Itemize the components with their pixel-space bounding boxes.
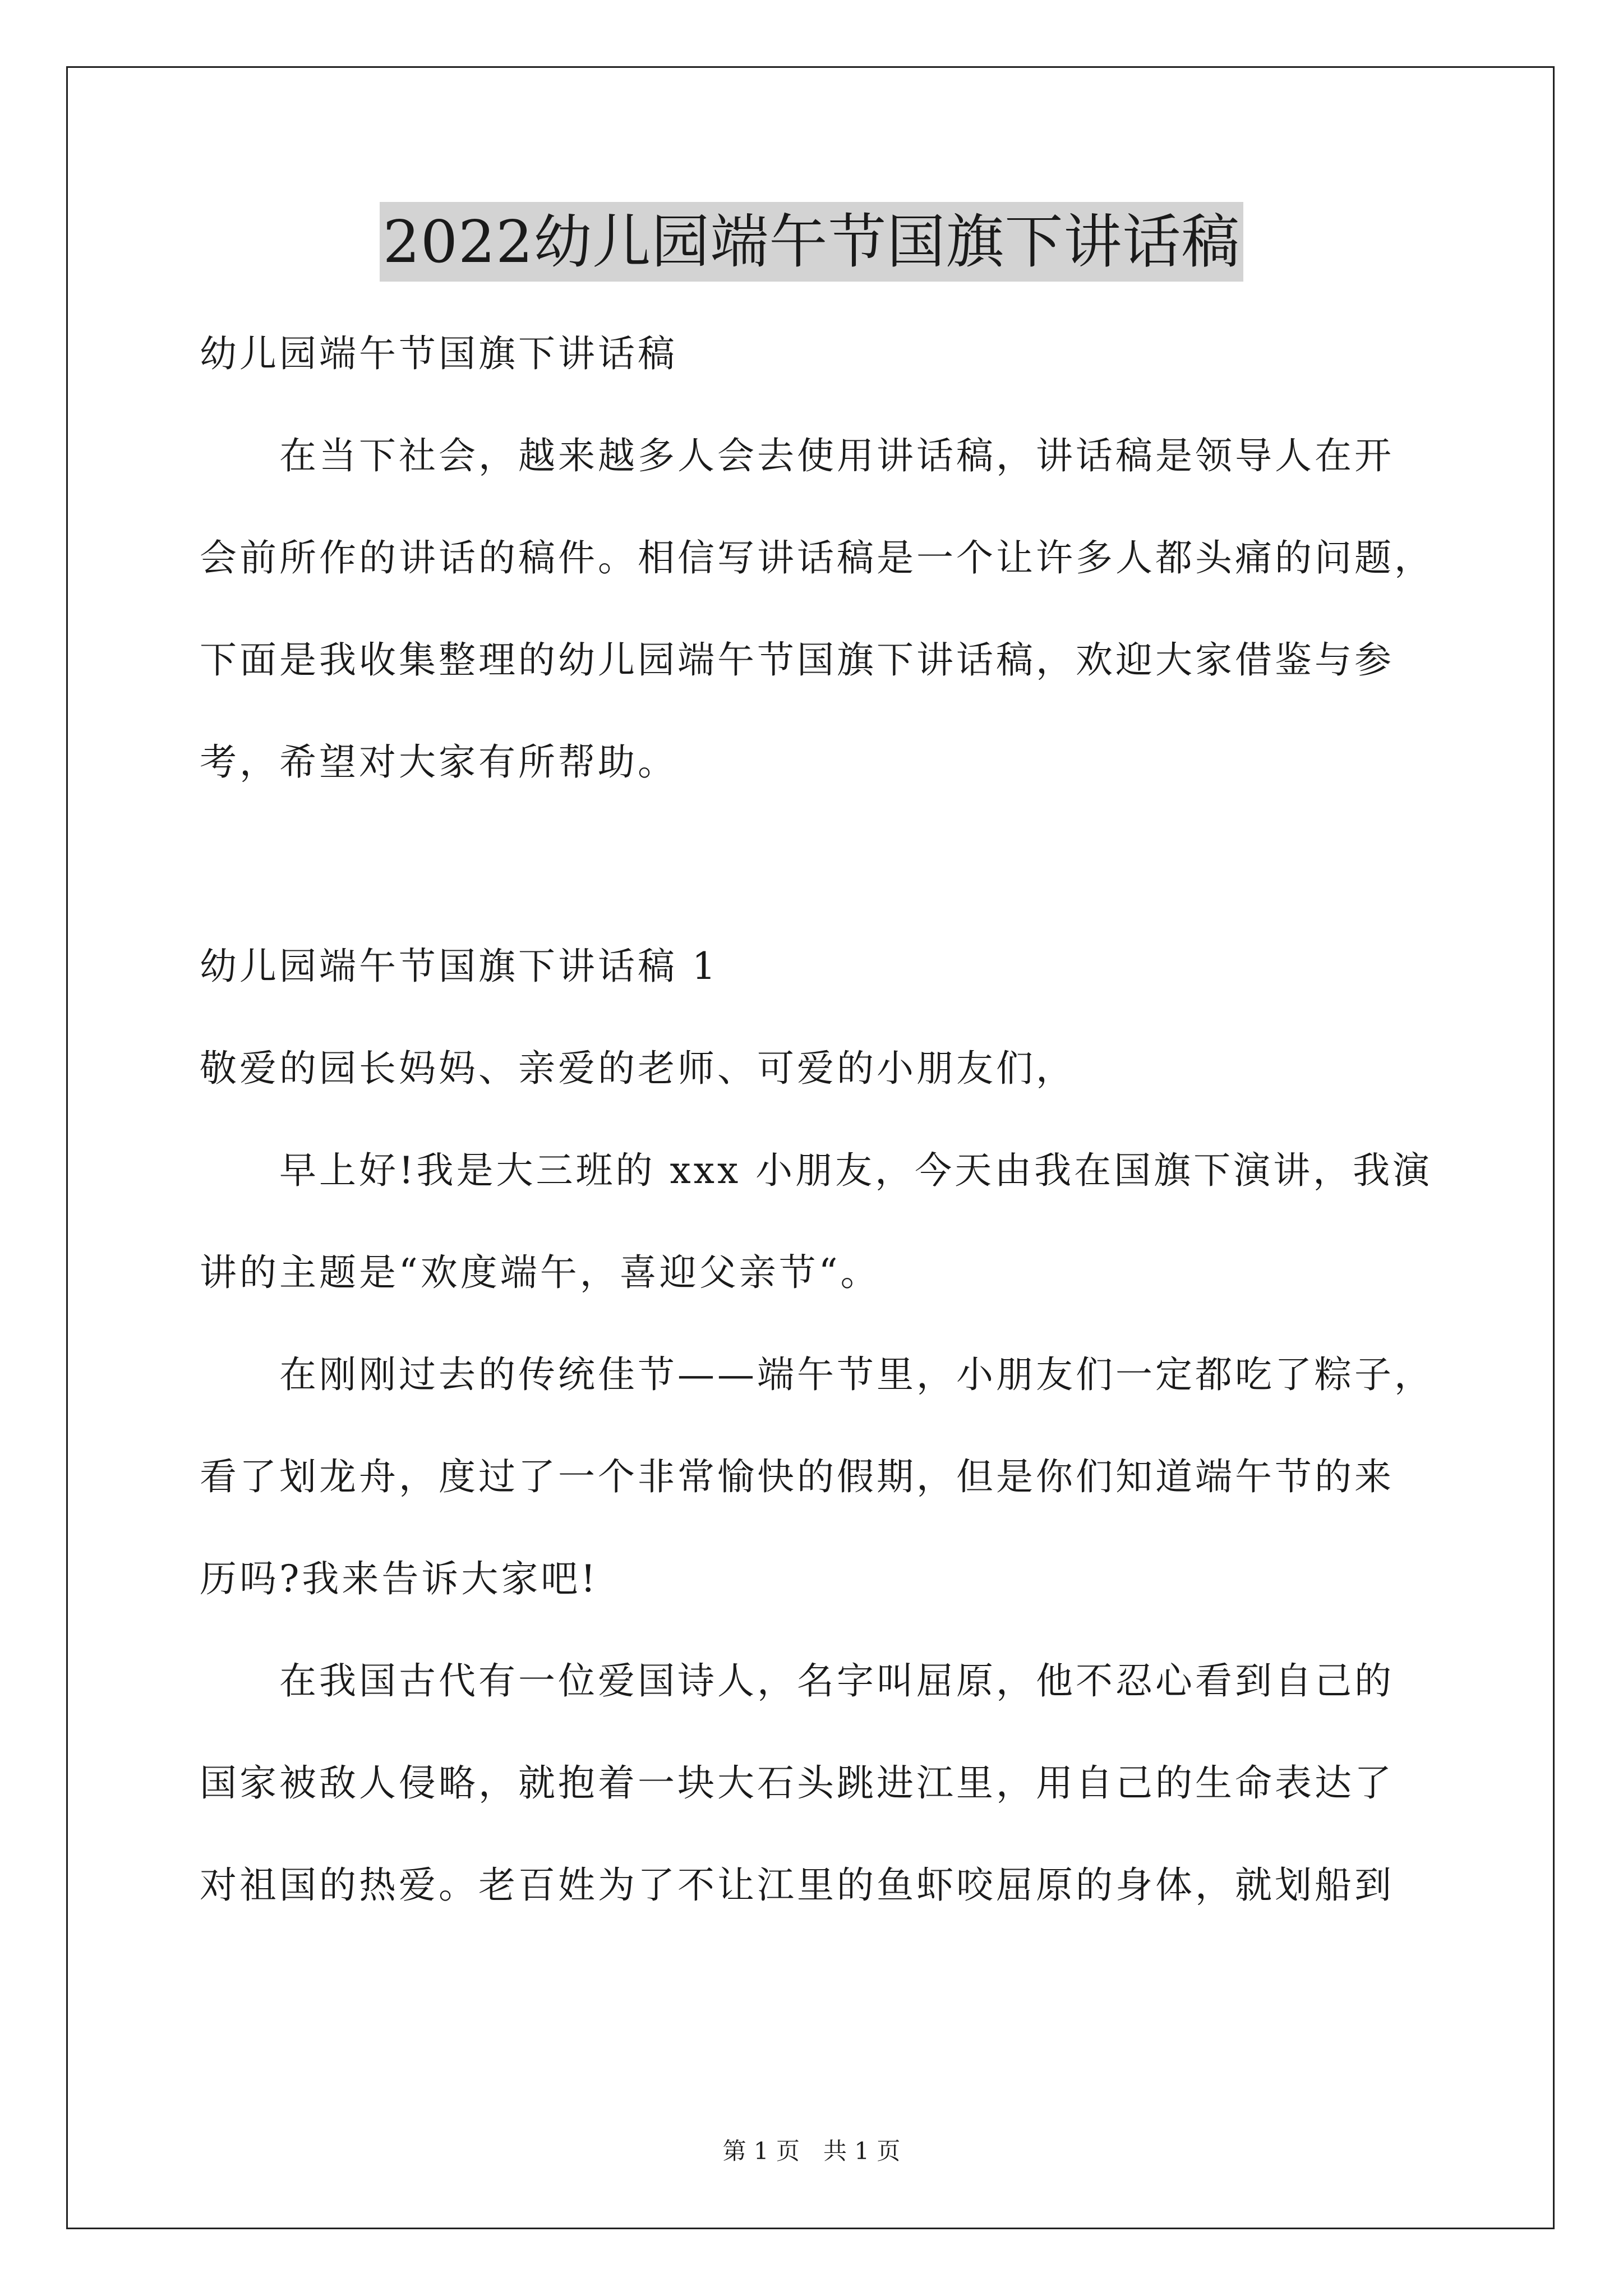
body-line: 对祖国的热爱。老百姓为了不让江里的鱼虾咬屈原的身体，就划船到 xyxy=(200,1864,1394,1907)
body-line: 国家被敌人侵略，就抱着一块大石头跳进江里，用自己的生命表达了 xyxy=(200,1761,1394,1805)
body-line: 讲的主题是“欢度端午，喜迎父亲节“。 xyxy=(200,1251,880,1294)
body-line: 在当下社会，越来越多人会去使用讲话稿，讲话稿是领导人在开 xyxy=(200,434,1394,477)
title-container xyxy=(0,202,1623,282)
section-heading: 幼儿园端午节国旗下讲话稿 1 xyxy=(200,945,718,988)
body-line: 下面是我收集整理的幼儿园端午节国旗下讲话稿，欢迎大家借鉴与参 xyxy=(200,638,1394,682)
body-line: 历吗?我来告诉大家吧! xyxy=(200,1557,598,1600)
paragraph-gap xyxy=(200,813,1433,915)
body-line: 在我国古代有一位爱国诗人，名字叫屈原，他不忍心看到自己的 xyxy=(200,1659,1394,1703)
page-footer xyxy=(0,2134,1623,2168)
body-line: 在刚刚过去的传统佳节——端午节里，小朋友们一定都吃了粽子， xyxy=(200,1353,1434,1396)
body-line: 看了划龙舟，度过了一个非常愉快的假期，但是你们知道端午节的来 xyxy=(200,1455,1394,1498)
body-line: 早上好!我是大三班的 xxx 小朋友，今天由我在国旗下演讲，我演 xyxy=(200,1149,1433,1192)
page-number: 第 1 页 共 1 页 xyxy=(722,2137,901,2165)
salutation-line: 敬爱的园长妈妈、亲爱的老师、可爱的小朋友们， xyxy=(200,1047,1076,1090)
body-line: 考，希望对大家有所帮助。 xyxy=(200,740,677,784)
section-heading: 幼儿园端午节国旗下讲话稿 xyxy=(200,332,677,375)
body-line: 会前所作的讲话的稿件。相信写讲话稿是一个让许多人都头痛的问题， xyxy=(200,536,1434,579)
document-body xyxy=(200,303,1433,1936)
document-title: 2022幼儿园端午节国旗下讲话稿 xyxy=(380,202,1244,282)
